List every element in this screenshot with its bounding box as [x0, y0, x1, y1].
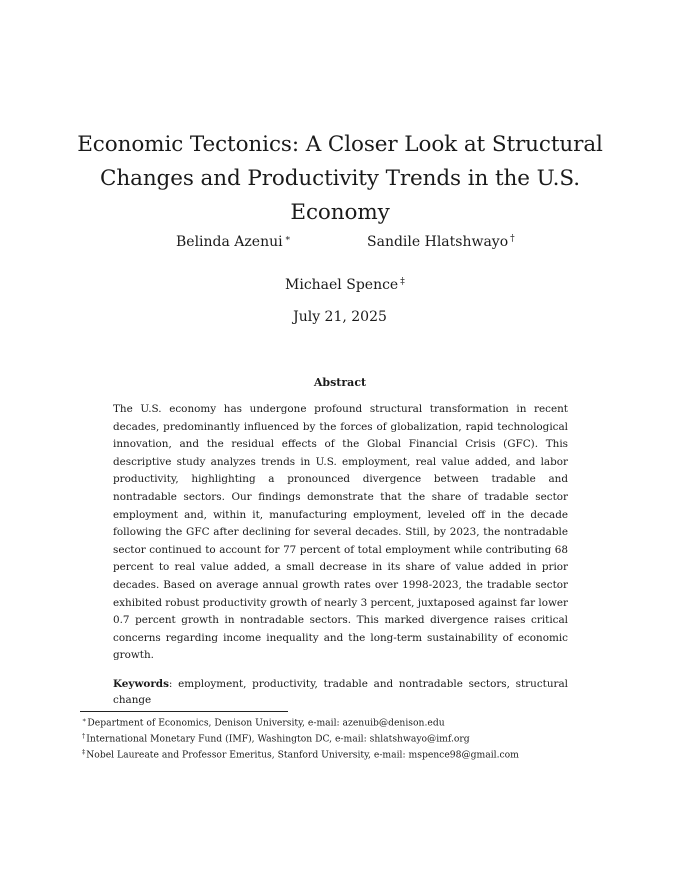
footnote-text: Department of Economics, Denison University, e-mail: azenuib@denison.edu [87, 717, 445, 729]
publication-date: July 21, 2025 [293, 309, 387, 325]
author-azenui [176, 230, 291, 251]
footnotes [82, 714, 602, 762]
footnote-divider [80, 711, 288, 712]
footnote-mark: ∗ [82, 716, 87, 724]
title-line-2: Changes and Productivity Trends in the U.S. Economy [100, 166, 580, 225]
footnote-hlatshwayo [82, 730, 602, 746]
footnote-text: Nobel Laureate and Professor Emeritus, Stanford University, e-mail: mspence98@gmail.com [86, 749, 519, 761]
keywords-text: : employment, productivity, tradable and nontradable sectors, structural change [113, 678, 568, 706]
author-name: Belinda Azenui [176, 234, 283, 250]
abstract-heading: Abstract [313, 376, 367, 389]
author-name: Michael Spence [285, 277, 399, 293]
footnote-mark: ‡ [82, 748, 86, 757]
author-footnote-mark: ‡ [400, 277, 405, 287]
author-spence [285, 273, 405, 294]
keywords-label: Keywords [113, 678, 169, 690]
keywords [113, 676, 568, 708]
author-footnote-mark: † [510, 234, 515, 244]
footnote-azenui [82, 714, 602, 730]
title-line-1: Economic Tectonics: A Closer Look at Structural [77, 132, 603, 157]
author-hlatshwayo [367, 230, 515, 251]
author-footnote-mark: ∗ [284, 234, 291, 244]
footnote-spence [82, 746, 602, 762]
paper-title [60, 128, 620, 230]
footnote-text: International Monetary Fund (IMF), Washington DC, e-mail: shlatshwayo@imf.org [86, 733, 470, 745]
abstract-text: The U.S. economy has undergone profound structural transformation in recent decades, predominantly influenced by the forces of globalization, rapid technological innovation, and the residual effects of the Global Financial Crisis (GFC). This descriptive study analyzes trends in U.S. employment, real value added, and labor productivity, highlighting a pronounced divergence between tradable and nontradable sectors. Our findings demonstrate that the share of tradable sector employment and, within it, manufacturing employment, leveled off in the decade following the GFC after declining for several decades. Still, by 2023, the nontradable sector continued to account for 77 percent of total employment while contributing 68 percent to real value added, a small decrease in its share of value added in prior decades. Based on average annual growth rates over 1998-2023, the tradable sector exhibited robust productivity growth of nearly 3 percent, juxtaposed against far lower 0.7 percent growth in nontradable sectors. This marked divergence raises critical concerns regarding income inequality and the long-term sustainability of economic growth. [113, 403, 568, 662]
footnote-mark: † [82, 732, 86, 741]
author-name: Sandile Hlatshwayo [367, 234, 509, 250]
